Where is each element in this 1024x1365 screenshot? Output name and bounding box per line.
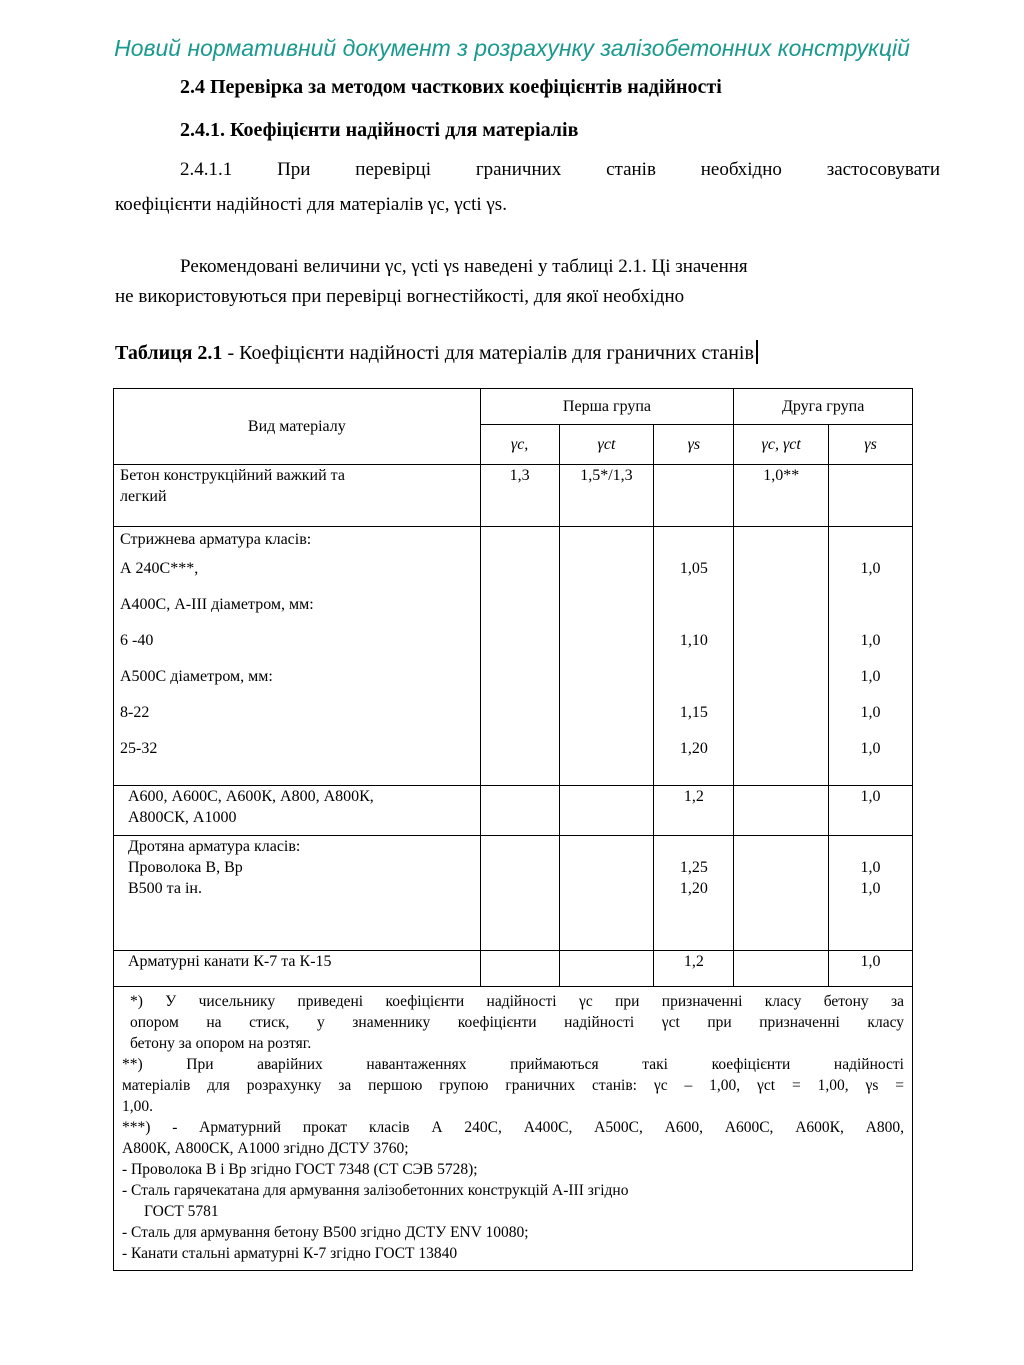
cell-bar-gs: [654, 527, 734, 786]
cell-empty: [559, 527, 654, 786]
paragraph-1-line-2: коефіцієнти надійності для матеріалів γc, γcti γs.: [115, 194, 507, 215]
cell-strands-gs: 1,2: [654, 951, 734, 987]
cell-text: 1,25: [679, 859, 708, 876]
cell-text: Стрижнева арматура класів:: [120, 531, 312, 548]
table-header-row: [114, 389, 913, 425]
cell-high-strength-g2s: 1,0: [829, 786, 913, 836]
paragraph-2-line-1: Рекомендовані величини γc, γcti γs наведені у таблиці 2.1. Ці значення: [180, 256, 748, 277]
footnote-line: *) У чисельнику приведені коефіцієнти надійності γc при призначенні класу бетону за: [130, 993, 904, 1010]
footnote-line: матеріалів для розрахунку за першою групою граничних станів: γc – 1,00, γct = 1,00, γs =: [122, 1077, 904, 1094]
table-row-strands: [114, 951, 913, 987]
cell-text: 1,0: [860, 880, 881, 897]
cell-text: легкий: [120, 488, 167, 505]
footnote-line: ГОСТ 5781: [144, 1203, 219, 1220]
cell-text: А 240С***,: [120, 560, 199, 577]
section-title: 2.4 Перевірка за методом часткових коефіцієнтів надійності: [180, 76, 722, 98]
cell-text: 1,15: [679, 704, 708, 721]
text-cursor: [756, 340, 758, 364]
table-caption-text: - Коефіцієнти надійності для матеріалів для граничних станів: [222, 342, 754, 364]
cell-empty: [559, 951, 654, 987]
footnote-line: опором на стиск, у знаменнику коефіцієнти надійності γct при призначенні класу: [130, 1014, 904, 1031]
table-notes-row: [114, 987, 913, 1271]
cell-text: 25-32: [120, 740, 158, 757]
footnote-line: - Проволока В і Вр згідно ГОСТ 7348 (СТ СЭВ 5728);: [122, 1161, 478, 1178]
cell-high-strength-name: [114, 786, 481, 836]
cell-empty: [480, 951, 559, 987]
cell-high-strength-gs: 1,2: [654, 786, 734, 836]
cell-empty: [480, 527, 559, 786]
cell-strands-g2s: 1,0: [829, 951, 913, 987]
cell-text: В500 та ін.: [128, 880, 202, 897]
cell-text: 1,05: [679, 560, 708, 577]
footnote-line: бетону за опором на розтяг.: [130, 1035, 312, 1052]
table-row-high-strength: [114, 786, 913, 836]
cell-text: 1,10: [679, 632, 708, 649]
cell-empty: [734, 836, 829, 951]
cell-empty: [734, 951, 829, 987]
paragraph-2-line-2: не використовуються при перевірці вогнестійкості, для якої необхідно: [115, 286, 685, 307]
subheader-gamma-s-2: γs: [829, 425, 913, 465]
cell-text: 1,0: [860, 740, 881, 757]
table-caption: [115, 340, 930, 365]
cell-empty: [734, 786, 829, 836]
table-footnotes: [114, 987, 913, 1271]
cell-text: А500С діаметром, мм:: [120, 668, 273, 685]
cell-empty: [734, 527, 829, 786]
cell-wire-gs: [654, 836, 734, 951]
cell-text: А600, А600С, А600К, А800, А800К,: [128, 788, 374, 805]
cell-empty: [480, 786, 559, 836]
cell-concrete-g2c: 1,0**: [734, 465, 829, 527]
subheader-gamma-c-ct-2: γc, γct: [734, 425, 829, 465]
subheader-gamma-s: γs: [654, 425, 734, 465]
cell-text: А400С, А-III діаметром, мм:: [120, 596, 314, 613]
cell-text: 1,0: [860, 560, 881, 577]
header-material: Вид матеріалу: [114, 389, 481, 465]
cell-wire-names: [114, 836, 481, 951]
cell-text: 1,20: [679, 740, 708, 757]
footnote-line: - Сталь гарячекатана для армування залізобетонних конструкцій А-III згідно: [122, 1182, 629, 1199]
cell-text: Проволока В, Вр: [128, 859, 243, 876]
table-row-wire-reinforcement: [114, 836, 913, 951]
cell-bar-g2s: [829, 527, 913, 786]
cell-text: 1,0: [860, 632, 881, 649]
cell-text: 8-22: [120, 704, 150, 721]
cell-empty: [829, 465, 913, 527]
cell-bar-names: [114, 527, 481, 786]
cell-concrete-gct: 1,5*/1,3: [559, 465, 654, 527]
cell-empty: [559, 836, 654, 951]
paragraph-1-line-1: 2.4.1.1 При перевірці граничних станів необхідно застосовувати: [180, 159, 940, 180]
cell-empty: [559, 786, 654, 836]
cell-strands-name: Арматурні канати К-7 та К-15: [114, 951, 481, 987]
cell-concrete-name: [114, 465, 481, 527]
cell-text: 1,0: [860, 704, 881, 721]
table-caption-label: Таблиця 2.1: [115, 342, 223, 364]
subsection-title: 2.4.1. Коефіцієнти надійності для матеріалів: [180, 119, 579, 141]
footnote-line: - Канати стальні арматурні К-7 згідно ГОСТ 13840: [122, 1245, 458, 1262]
table-row-concrete: [114, 465, 913, 527]
header-group-1: Перша група: [480, 389, 734, 425]
cell-text: 1,0: [860, 859, 881, 876]
cell-text: Дротяна арматура класів:: [128, 838, 301, 855]
subheader-gamma-c: γc,: [480, 425, 559, 465]
footnote-line: - Сталь для армування бетону В500 згідно ДСТУ ENV 10080;: [122, 1224, 529, 1241]
footnote-line: А800К, А800СК, А1000 згідно ДСТУ 3760;: [122, 1140, 409, 1157]
cell-text: Бетон конструкційний важкий та: [120, 467, 345, 484]
reliability-coefficients-table: [113, 388, 913, 1271]
cell-text: 1,20: [679, 880, 708, 897]
cell-text: 1,0: [860, 668, 881, 685]
cell-empty: [480, 836, 559, 951]
cell-wire-g2s: [829, 836, 913, 951]
cell-empty: [654, 465, 734, 527]
subheader-gamma-ct: γct: [559, 425, 654, 465]
footnote-line: ***) - Арматурний прокат класів А 240С, А400С, А500С, А600, А600С, А600К, А800,: [122, 1119, 904, 1136]
footnote-line: 1,00.: [122, 1098, 153, 1115]
cell-text: 6 -40: [120, 632, 154, 649]
cell-text: А800СК, А1000: [128, 809, 237, 826]
table-row-bar-reinforcement: [114, 527, 913, 786]
footnote-line: **) При аварійних навантаженнях приймаються такі коефіцієнти надійності: [122, 1056, 904, 1073]
cell-concrete-gc: 1,3: [480, 465, 559, 527]
document-header: Новий нормативний документ з розрахунку залізобетонних конструкцій: [114, 35, 910, 61]
header-group-2: Друга група: [734, 389, 913, 425]
